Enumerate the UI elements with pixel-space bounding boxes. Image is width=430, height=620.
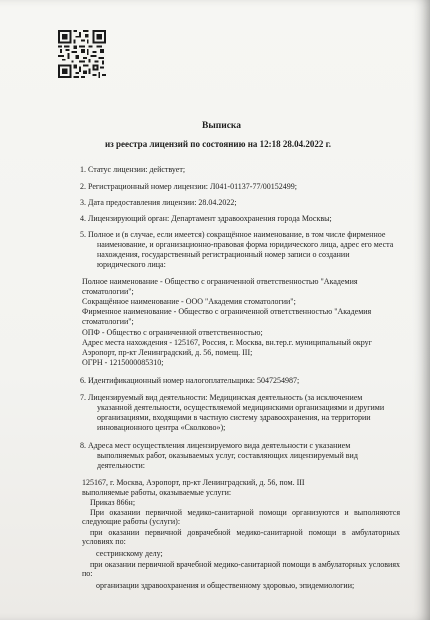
org-address-cont: Аэропорт, пр-кт Ленинградский, д. 56, помещ. III; <box>82 348 253 357</box>
item-5-line-4: юридического лица: <box>97 260 166 269</box>
works-address: 125167, г. Москва, Аэропорт, пр-кт Ленинградский, д. 56, пом. III <box>82 478 305 487</box>
item-3-issue-date: 3. Дата предоставления лицензии: 28.04.2022; <box>80 198 237 207</box>
item-1-status: 1. Статус лицензии: действует; <box>80 165 186 174</box>
item-5-line-3: нахождения, государственный регистрационный номер записи о создании <box>97 250 350 259</box>
item-7-line-1: 7. Лицензируемый вид деятельности: Медицинская деятельность (за исключением <box>80 393 363 402</box>
works-prevrach-care: при оказании первичной доврачебной медико-санитарной помощи в амбулаторных условиях по: <box>82 528 400 547</box>
org-brand-name-cont: стоматологии"; <box>82 317 134 326</box>
item-8-line-1: 8. Адреса мест осуществления лицензируемого вида деятельности с указанием <box>80 441 351 450</box>
works-vrach-care: при оказании первичной врачебной медико-санитарной помощи в амбулаторных условиях по: <box>82 560 400 579</box>
org-ogrn: ОГРН - 1215000085310; <box>82 358 164 367</box>
works-nursing: сестринскому делу; <box>96 549 163 558</box>
item-4-authority: 4. Лицензирующий орган: Департамент здравоохранения города Москвы; <box>80 214 332 223</box>
document-title: Выписка <box>202 121 241 131</box>
item-5-line-2: наименование, и организационно-правовая форма юридического лица, адрес его места <box>97 240 394 249</box>
item-8-line-2: выполняемых работ, оказываемых услуг, составляющих лицензируемый вид <box>97 451 358 460</box>
item-7-line-2: указанной деятельности, осуществляемой медицинскими организациями и другими <box>97 403 385 412</box>
org-address: Адрес места нахождения - 125167, Россия, г. Москва, вн.тер.г. муниципальный округ <box>82 338 372 347</box>
org-brand-name: Фирменное наименование - Общество с ограниченной ответственностью "Академия <box>82 307 372 316</box>
works-performed-label: выполняемые работы, оказываемые услуги: <box>82 488 232 497</box>
item-7-line-3: организациями, входящими в частную систему здравоохранения, на территории <box>97 413 371 422</box>
item-7-line-4: инновационного центра «Сколково»); <box>97 423 226 432</box>
org-full-name-cont: стоматологии"; <box>82 287 134 296</box>
org-short-name: Сокращённое наименование - ООО "Академия стоматологии"; <box>82 297 296 306</box>
works-health-org: организации здравоохранения и общественному здоровью, эпидемиологии; <box>96 581 355 590</box>
item-2-reg-number: 2. Регистрационный номер лицензии: Л041-01137-77/00152499; <box>80 182 297 191</box>
item-6-inn: 6. Идентификационный номер налогоплательщика: 5047254987; <box>80 376 300 385</box>
org-legal-form: ОПФ - Общество с ограниченной ответственностью; <box>82 328 263 337</box>
item-8-line-3: деятельности: <box>97 461 146 470</box>
qr-code <box>58 30 106 78</box>
works-primary-care: При оказании первичной медико-санитарной помощи организуются и выполняются следующие работы (услуги): <box>82 508 400 527</box>
document-subtitle: из реестра лицензий по состоянию на 12:18 28.04.2022 г. <box>105 139 331 149</box>
item-5-line-1: 5. Полное и (в случае, если имеется) сокращённое наименование, в том числе фирменное <box>80 230 386 239</box>
org-full-name: Полное наименование - Общество с ограниченной ответственностью "Академия <box>82 277 358 286</box>
works-order: Приказ 866н; <box>90 498 136 507</box>
